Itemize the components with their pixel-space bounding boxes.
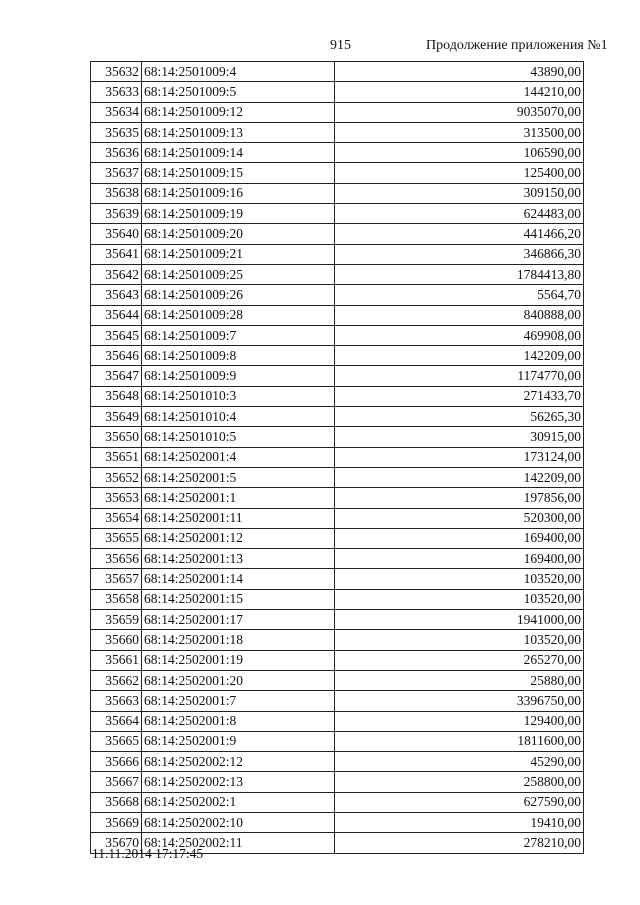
cadastral-number: 68:14:2502001:18 <box>142 630 335 650</box>
row-number: 35634 <box>91 102 142 122</box>
cadastral-number: 68:14:2502001:9 <box>142 731 335 751</box>
table-row <box>91 569 584 589</box>
row-number: 35659 <box>91 610 142 630</box>
appendix-title: Продолжение приложения №1 <box>426 38 608 53</box>
table-body <box>91 62 584 854</box>
cadastral-value: 1941000,00 <box>335 610 584 630</box>
row-number: 35644 <box>91 305 142 325</box>
table-row <box>91 488 584 508</box>
table-row <box>91 427 584 447</box>
cadastral-number: 68:14:2501009:4 <box>142 62 335 82</box>
cadastral-value: 469908,00 <box>335 325 584 345</box>
cadastral-number: 68:14:2501010:3 <box>142 386 335 406</box>
row-number: 35651 <box>91 447 142 467</box>
cadastral-value: 1784413,80 <box>335 264 584 284</box>
table-row <box>91 62 584 82</box>
row-number: 35664 <box>91 711 142 731</box>
table-row <box>91 346 584 366</box>
cadastral-number: 68:14:2501009:13 <box>142 122 335 142</box>
cadastral-number: 68:14:2502002:10 <box>142 812 335 832</box>
cadastral-number: 68:14:2502001:17 <box>142 610 335 630</box>
row-number: 35654 <box>91 508 142 528</box>
row-number: 35670 <box>91 833 142 853</box>
table-row <box>91 407 584 427</box>
cadastral-number: 68:14:2501009:25 <box>142 264 335 284</box>
cadastral-number: 68:14:2502001:7 <box>142 691 335 711</box>
row-number: 35668 <box>91 792 142 812</box>
table-row <box>91 224 584 244</box>
cadastral-number: 68:14:2501009:16 <box>142 183 335 203</box>
table-row <box>91 792 584 812</box>
row-number: 35669 <box>91 812 142 832</box>
row-number: 35636 <box>91 143 142 163</box>
cadastral-number: 68:14:2501009:21 <box>142 244 335 264</box>
row-number: 35666 <box>91 752 142 772</box>
cadastral-value: 144210,00 <box>335 82 584 102</box>
cadastral-number: 68:14:2502002:13 <box>142 772 335 792</box>
table-row <box>91 670 584 690</box>
row-number: 35640 <box>91 224 142 244</box>
table-row <box>91 772 584 792</box>
cadastral-number: 68:14:2501009:9 <box>142 366 335 386</box>
table-row <box>91 447 584 467</box>
row-number: 35658 <box>91 589 142 609</box>
page-number: 915 <box>330 38 351 53</box>
table-row <box>91 691 584 711</box>
cadastral-number: 68:14:2502001:19 <box>142 650 335 670</box>
table-row <box>91 630 584 650</box>
table-row <box>91 812 584 832</box>
cadastral-number: 68:14:2502001:15 <box>142 589 335 609</box>
row-number: 35653 <box>91 488 142 508</box>
table-row <box>91 143 584 163</box>
cadastral-number: 68:14:2502001:4 <box>142 447 335 467</box>
row-number: 35641 <box>91 244 142 264</box>
cadastral-value: 309150,00 <box>335 183 584 203</box>
cadastral-value: 840888,00 <box>335 305 584 325</box>
cadastral-number: 68:14:2501009:26 <box>142 285 335 305</box>
cadastral-number: 68:14:2502001:20 <box>142 670 335 690</box>
cadastral-number: 68:14:2501009:28 <box>142 305 335 325</box>
table-row <box>91 589 584 609</box>
cadastral-value: 142209,00 <box>335 467 584 487</box>
cadastral-value: 627590,00 <box>335 792 584 812</box>
table-row <box>91 711 584 731</box>
cadastral-number: 68:14:2501009:20 <box>142 224 335 244</box>
row-number: 35637 <box>91 163 142 183</box>
cadastral-number: 68:14:2502001:13 <box>142 549 335 569</box>
cadastral-number: 68:14:2502001:1 <box>142 488 335 508</box>
row-number: 35633 <box>91 82 142 102</box>
cadastral-value: 5564,70 <box>335 285 584 305</box>
cadastral-value: 265270,00 <box>335 650 584 670</box>
cadastral-value-table <box>90 61 584 854</box>
row-number: 35662 <box>91 670 142 690</box>
cadastral-value: 43890,00 <box>335 62 584 82</box>
table-row <box>91 325 584 345</box>
cadastral-value: 258800,00 <box>335 772 584 792</box>
row-number: 35643 <box>91 285 142 305</box>
table-row <box>91 82 584 102</box>
row-number: 35649 <box>91 407 142 427</box>
table-row <box>91 183 584 203</box>
table-row <box>91 467 584 487</box>
cadastral-value: 45290,00 <box>335 752 584 772</box>
row-number: 35638 <box>91 183 142 203</box>
cadastral-value: 103520,00 <box>335 589 584 609</box>
cadastral-value: 313500,00 <box>335 122 584 142</box>
row-number: 35663 <box>91 691 142 711</box>
row-number: 35639 <box>91 204 142 224</box>
cadastral-value: 103520,00 <box>335 569 584 589</box>
table-row <box>91 386 584 406</box>
cadastral-value: 1811600,00 <box>335 731 584 751</box>
row-number: 35650 <box>91 427 142 447</box>
cadastral-number: 68:14:2502001:5 <box>142 467 335 487</box>
cadastral-number: 68:14:2502002:12 <box>142 752 335 772</box>
cadastral-number: 68:14:2501009:7 <box>142 325 335 345</box>
cadastral-number: 68:14:2502001:11 <box>142 508 335 528</box>
cadastral-number: 68:14:2502001:14 <box>142 569 335 589</box>
table-row <box>91 508 584 528</box>
row-number: 35661 <box>91 650 142 670</box>
row-number: 35647 <box>91 366 142 386</box>
row-number: 35656 <box>91 549 142 569</box>
cadastral-value: 142209,00 <box>335 346 584 366</box>
row-number: 35642 <box>91 264 142 284</box>
cadastral-value: 19410,00 <box>335 812 584 832</box>
cadastral-number: 68:14:2501009:19 <box>142 204 335 224</box>
cadastral-number: 68:14:2501010:4 <box>142 407 335 427</box>
cadastral-value: 271433,70 <box>335 386 584 406</box>
cadastral-number: 68:14:2501010:5 <box>142 427 335 447</box>
table-row <box>91 549 584 569</box>
row-number: 35657 <box>91 569 142 589</box>
table-row <box>91 366 584 386</box>
cadastral-number: 68:14:2501009:8 <box>142 346 335 366</box>
row-number: 35655 <box>91 528 142 548</box>
cadastral-number: 68:14:2501009:14 <box>142 143 335 163</box>
row-number: 35645 <box>91 325 142 345</box>
cadastral-value: 278210,00 <box>335 833 584 853</box>
cadastral-value: 129400,00 <box>335 711 584 731</box>
table-row <box>91 204 584 224</box>
row-number: 35652 <box>91 467 142 487</box>
cadastral-value: 169400,00 <box>335 549 584 569</box>
cadastral-value: 197856,00 <box>335 488 584 508</box>
cadastral-value: 25880,00 <box>335 670 584 690</box>
row-number: 35635 <box>91 122 142 142</box>
cadastral-value: 346866,30 <box>335 244 584 264</box>
row-number: 35667 <box>91 772 142 792</box>
row-number: 35660 <box>91 630 142 650</box>
cadastral-number: 68:14:2502001:12 <box>142 528 335 548</box>
cadastral-value: 441466,20 <box>335 224 584 244</box>
cadastral-value: 624483,00 <box>335 204 584 224</box>
cadastral-value: 103520,00 <box>335 630 584 650</box>
cadastral-value: 30915,00 <box>335 427 584 447</box>
cadastral-number: 68:14:2502001:8 <box>142 711 335 731</box>
table-row <box>91 650 584 670</box>
cadastral-value: 173124,00 <box>335 447 584 467</box>
cadastral-value: 56265,30 <box>335 407 584 427</box>
row-number: 35665 <box>91 731 142 751</box>
table-row <box>91 752 584 772</box>
print-timestamp: 11.11.2014 17:17:45 <box>92 846 204 861</box>
cadastral-number: 68:14:2501009:12 <box>142 102 335 122</box>
cadastral-value: 9035070,00 <box>335 102 584 122</box>
table-row <box>91 102 584 122</box>
table-row <box>91 285 584 305</box>
table-row <box>91 122 584 142</box>
cadastral-value: 1174770,00 <box>335 366 584 386</box>
cadastral-number: 68:14:2502002:1 <box>142 792 335 812</box>
cadastral-number: 68:14:2502002:11 <box>142 833 335 853</box>
cadastral-value: 3396750,00 <box>335 691 584 711</box>
row-number: 35632 <box>91 62 142 82</box>
cadastral-value: 106590,00 <box>335 143 584 163</box>
cadastral-value: 520300,00 <box>335 508 584 528</box>
table-row <box>91 244 584 264</box>
cadastral-value: 125400,00 <box>335 163 584 183</box>
table-row <box>91 163 584 183</box>
table-row <box>91 528 584 548</box>
row-number: 35648 <box>91 386 142 406</box>
row-number: 35646 <box>91 346 142 366</box>
cadastral-value: 169400,00 <box>335 528 584 548</box>
cadastral-number: 68:14:2501009:5 <box>142 82 335 102</box>
table-row <box>91 305 584 325</box>
table-row <box>91 264 584 284</box>
table-row <box>91 731 584 751</box>
table-row <box>91 610 584 630</box>
cadastral-number: 68:14:2501009:15 <box>142 163 335 183</box>
